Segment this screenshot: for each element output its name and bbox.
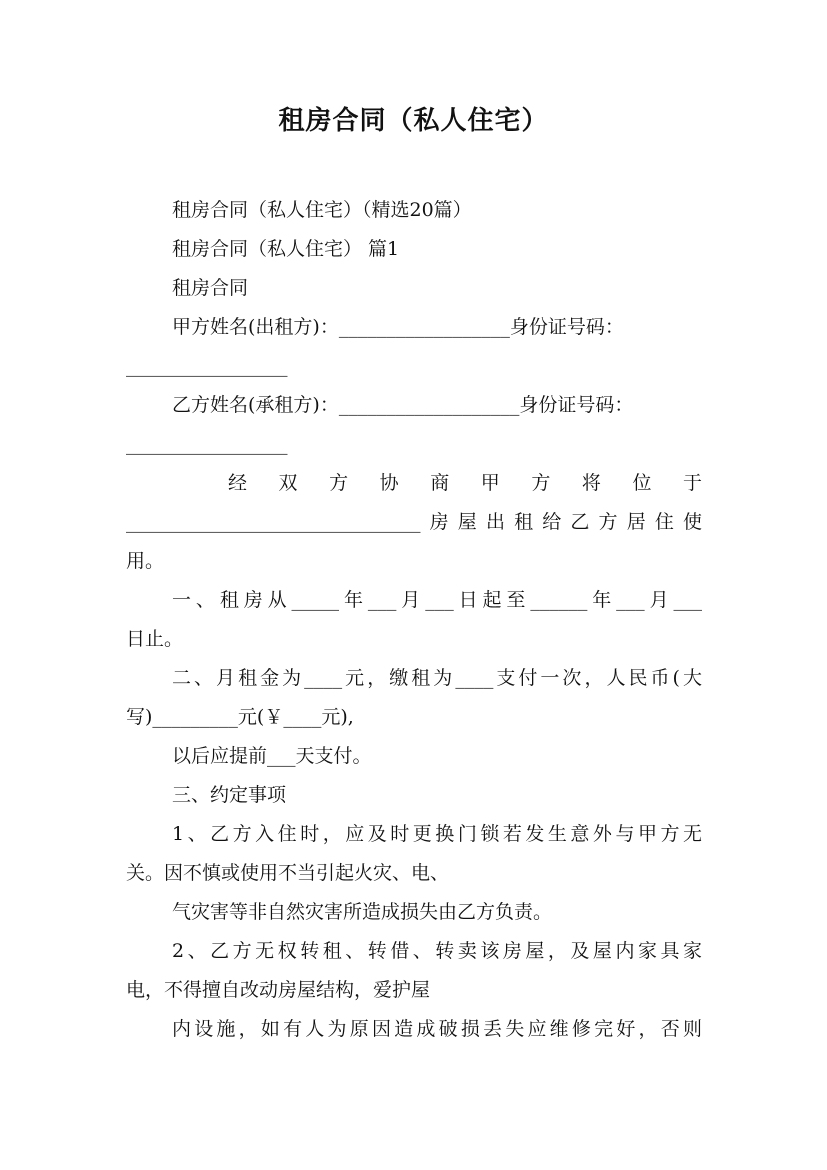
paragraph-line: 内设施，如有人为原因造成破损丢失应维修完好，否则 (172, 1018, 702, 1040)
paragraph-line: 气灾害等非自然灾害所造成损失由乙方负责。 (172, 901, 553, 923)
paragraph-line: 写)_________元(￥____元), (126, 706, 354, 728)
party-a-id-blank: _________________ (126, 355, 288, 377)
party-a-line: 甲方姓名(出租方)：__________________身份证号码： (172, 316, 624, 338)
item-1-line: 1、乙方入住时，应及时更换门锁若发生意外与甲方无 (172, 823, 702, 845)
paragraph-line: 日止。 (126, 628, 184, 650)
paragraph-line: 电，不得擅自改动房屋结构，爱护屋 (126, 979, 431, 1001)
contract-heading: 租房合同 (172, 277, 249, 299)
document-title: 租房合同（私人住宅） (278, 106, 549, 136)
property-location-line: _______________________________房屋出租给乙方居住使 (126, 511, 702, 533)
party-b-id-blank: _________________ (126, 433, 288, 455)
clause-3-heading: 三、约定事项 (172, 784, 287, 806)
paragraph-line: 以后应提前___天支付。 (172, 745, 372, 767)
paragraph-line: 用。 (126, 550, 165, 572)
section-heading: 租房合同（私人住宅） 篇1 (172, 238, 400, 260)
subtitle-line: 租房合同（私人住宅）（精选20篇） (172, 199, 472, 221)
clause-2-line: 二、月租金为____元，缴租为____支付一次，人民币(大 (172, 667, 702, 689)
paragraph-line: 关。因不慎或使用不当引起火灾、电、 (126, 862, 450, 884)
item-2-line: 2、乙方无权转租、转借、转卖该房屋，及屋内家具家 (172, 940, 702, 962)
party-b-line: 乙方姓名(承租方)：___________________身份证号码： (172, 394, 634, 416)
clause-1-line: 一、租房从_____年___月___日起至______年___月___ (172, 589, 702, 611)
agreement-line: 经 双 方 协 商 甲 方 将 位 于 (228, 472, 702, 494)
